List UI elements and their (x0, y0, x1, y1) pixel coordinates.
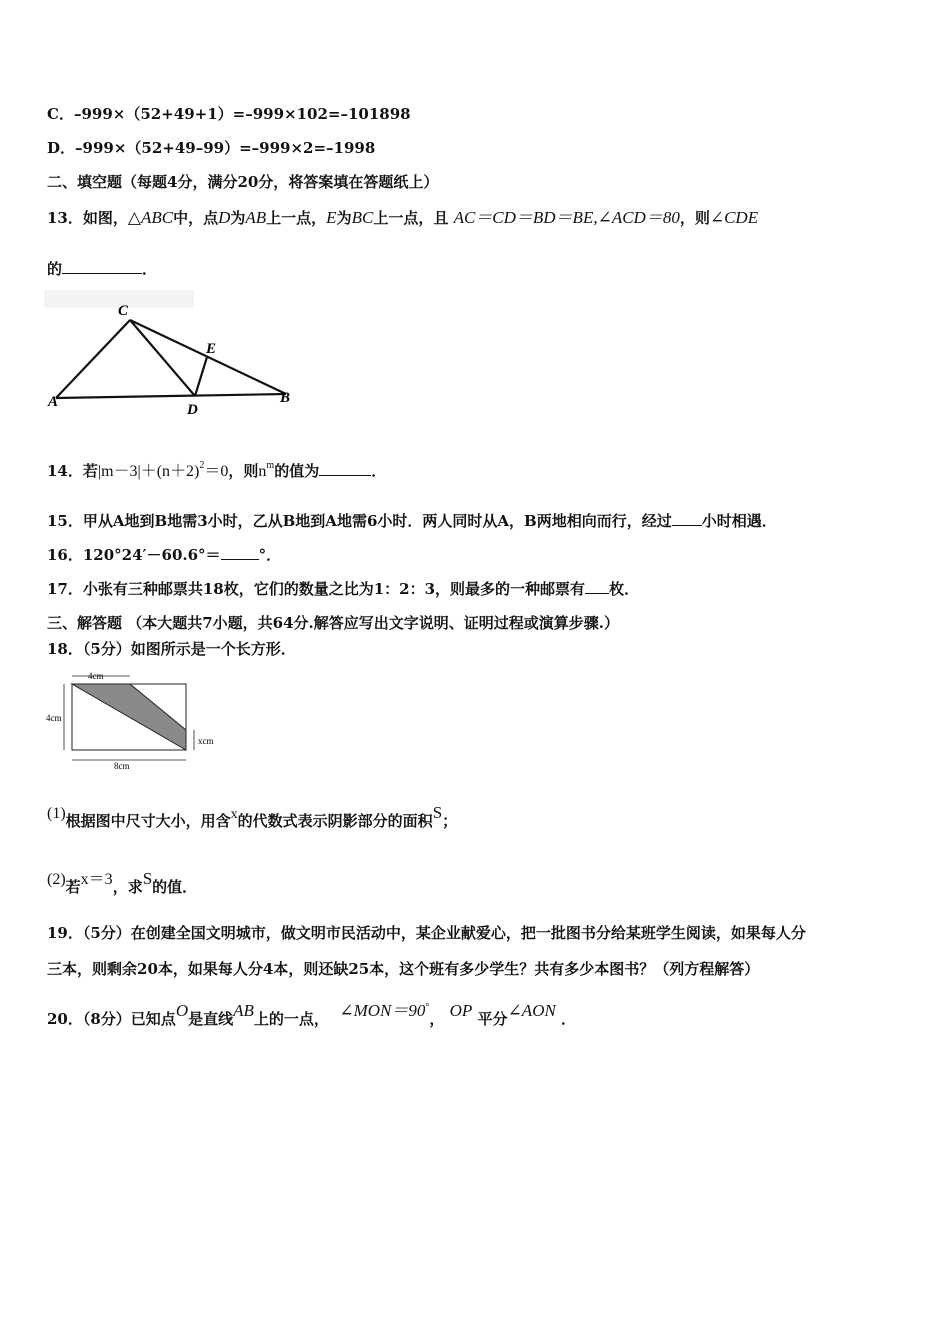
q13-text-3: 上一点， (266, 209, 327, 227)
q20-angle-mon: ∠MON＝90 (339, 1001, 426, 1020)
q13-text-8: ． (142, 260, 158, 278)
q17-answer-blank[interactable] (585, 579, 609, 594)
label-right-xcm: xcm (198, 736, 214, 746)
q13-point-d: D (218, 208, 231, 227)
option-c: C．–999×（52+49+1）=–999×102=–101898 (47, 105, 411, 123)
q14-equals: ＝0 (204, 463, 229, 480)
q20-text-2: 上的一点， (253, 1010, 329, 1028)
q16-tail: °． (258, 546, 282, 564)
question-13-cont (47, 258, 157, 279)
q14-exponent: 2 (199, 460, 205, 471)
q17-text: 17．小张有三种邮票共18枚，它们的数量之比为1：2：3，则最多的一种邮票有 (47, 580, 586, 598)
q20-angle-aon: ∠AON (507, 1001, 556, 1020)
question-18-part-1 (47, 803, 458, 831)
section-2-heading: 二、填空题（每题4分，满分20分，将答案填在答题纸上） (47, 173, 439, 191)
q13-condition: AC＝CD＝BD＝BE,∠ACD＝80 (453, 208, 680, 227)
q18-p1-x: x (230, 807, 238, 822)
label-left-4cm: 4cm (46, 713, 62, 723)
q20-degree: ° (425, 1002, 430, 1013)
q13-text-2: 为 (230, 209, 246, 227)
question-18-head: 18．（5分）如图所示是一个长方形． (47, 640, 296, 658)
question-19-line-1: 19．（5分）在创建全国文明城市，做文明市民活动中，某企业献爱心，把一批图书分给某班学生阅读，如果每人分 (47, 924, 806, 942)
shaded-region (72, 684, 186, 750)
label-e: E (206, 341, 217, 357)
q18-p1-number: (1) (47, 805, 66, 822)
q18-p1-text-c: ； (442, 812, 458, 830)
q20-line-ab: AB (233, 1001, 254, 1020)
rectangle-figure (44, 668, 224, 772)
q13-segment-ab: AB (245, 208, 267, 227)
question-14 (47, 458, 386, 481)
segment-cd (130, 320, 195, 396)
label-a: A (48, 394, 59, 410)
q13-text-5: 上一点，且 (373, 209, 449, 227)
q14-text-1: ，则 (228, 462, 259, 480)
label-c: C (118, 303, 129, 319)
q13-angle-cde: ∠CDE (709, 208, 759, 227)
label-d: D (187, 402, 198, 418)
question-19-line-2: 三本，则剩余20本，如果每人分4本，则还缺25本，这个班有多少学生？共有多少本图书？（列方程解答） (47, 960, 760, 978)
q14-number: 14．若 (47, 462, 98, 480)
q18-p1-text-a: 根据图中尺寸大小，用含 (65, 812, 231, 830)
q14-expression: |m－3|＋(n＋2) (97, 463, 200, 480)
triangle-figure (44, 290, 304, 420)
q16-text: 16．120°24′－60.6°＝ (47, 546, 221, 564)
q14-base-n: n (258, 463, 267, 480)
label-top-4cm: 4cm (88, 671, 104, 681)
q20-number: 20．（8分）已知点 (47, 1010, 176, 1028)
segment-de (195, 357, 207, 396)
label-b: B (280, 390, 291, 406)
q17-tail: 枚． (609, 580, 640, 598)
q18-p1-s: S (432, 803, 443, 822)
q20-ray-op: OP (449, 1001, 473, 1020)
segment-ab (56, 394, 286, 398)
q18-p2-s: S (142, 869, 153, 888)
q20-text-1: 是直线 (188, 1010, 234, 1028)
q18-p1-text-b: 的代数式表示阴影部分的面积 (237, 812, 433, 830)
q15-tail: 小时相遇． (701, 512, 777, 530)
q20-point-o: O (175, 1001, 189, 1020)
q14-text-2: 的值为 (274, 462, 320, 480)
question-20 (47, 1001, 577, 1029)
q20-text-3: 平分 (477, 1010, 508, 1028)
section-3-heading: 三、解答题 （本大题共7小题，共64分.解答应写出文字说明、证明过程或演算步骤.） (47, 614, 619, 632)
q18-p2-text-a: 若 (65, 878, 81, 896)
label-bottom-8cm: 8cm (114, 761, 130, 771)
q18-p2-text-b: ，求 (112, 878, 143, 896)
q20-text-4: ． (561, 1010, 577, 1028)
question-15 (47, 510, 777, 531)
q13-text-6: ，则 (679, 209, 710, 227)
q14-exponent-m: m (266, 460, 275, 471)
segment-cb (130, 320, 286, 394)
q18-p2-equation: x＝3 (80, 871, 113, 888)
q13-segment-bc: BC (351, 208, 374, 227)
q15-text: 15．甲从A地到B地需3小时，乙从B地到A地需6小时．两人同时从A，B两地相向而行，经过 (47, 512, 672, 530)
segment-ac (56, 320, 130, 398)
q18-p2-number: (2) (47, 871, 66, 888)
q18-p2-text-c: 的值． (152, 878, 198, 896)
q13-triangle: △ABC (127, 208, 174, 227)
q13-text-1: 中，点 (173, 209, 219, 227)
q13-answer-blank[interactable] (62, 259, 142, 274)
q16-answer-blank[interactable] (221, 545, 259, 560)
question-18-part-2 (47, 869, 198, 897)
q13-point-e: E (326, 208, 337, 227)
question-17 (47, 578, 639, 599)
q14-answer-blank[interactable] (319, 461, 371, 476)
q14-text-3: ． (371, 462, 387, 480)
q20-comma: ， (429, 1010, 445, 1028)
question-16 (47, 544, 281, 565)
q13-number: 13．如图， (47, 209, 128, 227)
question-13 (47, 203, 758, 228)
q13-text-7: 的 (47, 260, 63, 278)
option-d: D．–999×（52+49–99）=–999×2=–1998 (47, 139, 376, 157)
q15-answer-blank[interactable] (672, 511, 702, 526)
q13-text-4: 为 (336, 209, 352, 227)
